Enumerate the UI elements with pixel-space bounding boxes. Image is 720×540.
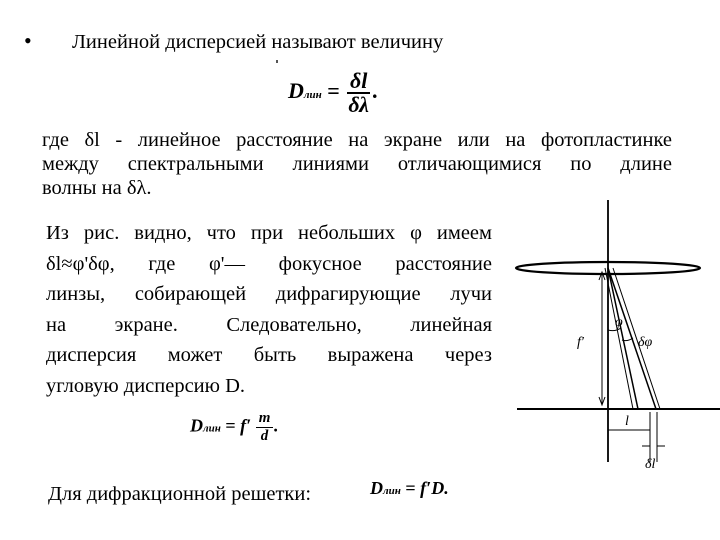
paragraph-figure-explanation [46, 218, 492, 401]
paragraph-line: между спектральными линиями отличающимися по длине [42, 153, 672, 175]
grating-label: Для дифракционной решетки: [48, 483, 312, 505]
formula-lhs: D [288, 78, 304, 104]
paragraph-line: δl≈φ'δφ, где φ'— фокусное расстояние [46, 252, 492, 275]
formula-num: δl [347, 70, 370, 94]
formula-lhs-sub: лин [303, 89, 322, 102]
bullet-point: • [24, 28, 32, 53]
formula-grating [370, 478, 449, 499]
dl-label: δl [645, 457, 656, 472]
paragraph-line: угловую дисперсию D. [46, 374, 246, 397]
paragraph-line: волны на δλ. [42, 177, 152, 199]
optics-figure [505, 200, 720, 475]
paragraph-definition [42, 128, 672, 200]
paragraph-line: линзы, собирающей дифрагирующие лучи [46, 283, 492, 305]
formula-angular-tail: . [273, 415, 278, 436]
paragraph-line: Из рис. видно, что при небольших φ имеем [46, 222, 492, 244]
formula-eq: = [327, 78, 340, 104]
formula-grating-rhs: f′D. [420, 478, 449, 498]
formula-angular-sub: лин [203, 422, 221, 435]
ray-1 [608, 268, 638, 409]
formula-grating-eq: = [405, 478, 416, 498]
formula-angular-f: f′ [240, 415, 252, 436]
formula-angular-num: m [256, 410, 274, 428]
formula-angular [190, 410, 278, 445]
focal-label: f′ [577, 335, 584, 350]
formula-angular-lhs: D [190, 415, 203, 436]
l-label: l [625, 414, 629, 429]
formula-linear-dispersion [288, 70, 377, 116]
ray-4 [605, 268, 633, 409]
formula-tail: . [371, 78, 378, 104]
paragraph-line: где δl - линейное расстояние на экране или на фотопластинке [42, 129, 672, 151]
dphi-label: δφ [638, 335, 653, 350]
paragraph-line: на экране. Следовательно, линейная [46, 313, 492, 336]
formula-angular-fraction [256, 410, 274, 445]
formula-grating-lhs: D [370, 478, 383, 498]
formula-angular-den: d [260, 428, 269, 444]
formula-angular-eq: = [225, 415, 236, 436]
ray-3 [613, 268, 660, 409]
intro-text: Линейной дисперсией называют величину [72, 31, 444, 53]
scan-mark [276, 60, 278, 63]
formula-fraction [345, 70, 372, 116]
phi-label: φ [615, 315, 623, 330]
formula-den: δλ [348, 92, 369, 117]
paragraph-line: дисперсия может быть выражена через [46, 344, 492, 366]
formula-grating-sub: лин [383, 485, 401, 497]
